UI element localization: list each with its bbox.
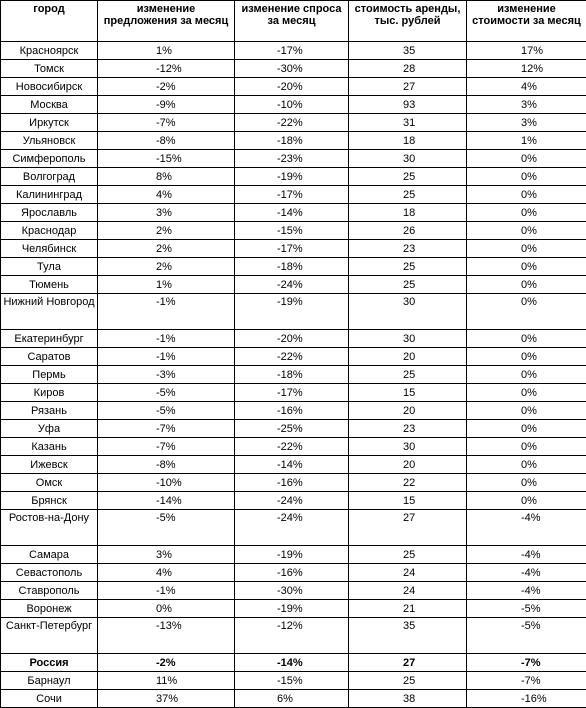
table-row [1,510,586,546]
cell-demand-change: -16% [235,474,349,492]
cell-supply-change: -12% [98,60,235,78]
table-header [1,1,586,42]
cell-city: Саратов [1,348,98,366]
header-row [1,1,586,42]
cell-city: Ярославль [1,204,98,222]
cell-rent-cost: 25 [349,366,467,384]
cell-supply-change: -5% [98,510,235,546]
table-row [1,60,586,78]
cell-supply-change: -14% [98,492,235,510]
table-row [1,654,586,672]
cell-rent-cost: 18 [349,132,467,150]
cell-supply-change: 1% [98,276,235,294]
cell-supply-change: 37% [98,690,235,708]
cell-rent-cost: 30 [349,150,467,168]
cell-demand-change: -18% [235,366,349,384]
cell-cost-change: 3% [467,114,586,132]
table-row [1,96,586,114]
cell-demand-change: -19% [235,294,349,330]
cell-demand-change: -24% [235,510,349,546]
cell-supply-change: -5% [98,384,235,402]
cell-demand-change: -19% [235,168,349,186]
table-row [1,690,586,708]
cell-rent-cost: 38 [349,690,467,708]
cell-city: Челябинск [1,240,98,258]
cell-cost-change: 0% [467,492,586,510]
cell-supply-change: 3% [98,546,235,564]
cell-cost-change: -4% [467,546,586,564]
cell-rent-cost: 23 [349,420,467,438]
cell-supply-change: -2% [98,654,235,672]
cell-rent-cost: 25 [349,546,467,564]
cell-rent-cost: 15 [349,384,467,402]
cell-cost-change: -4% [467,564,586,582]
cell-cost-change: 0% [467,294,586,330]
cell-city: Тюмень [1,276,98,294]
cell-cost-change: -7% [467,672,586,690]
table-row [1,330,586,348]
cell-city: Воронеж [1,600,98,618]
cell-supply-change: 2% [98,222,235,240]
cell-cost-change: 0% [467,474,586,492]
cell-city: Волгоград [1,168,98,186]
cell-demand-change: -16% [235,564,349,582]
cell-supply-change: 2% [98,240,235,258]
cell-cost-change: 0% [467,258,586,276]
cell-city: Тула [1,258,98,276]
cell-rent-cost: 30 [349,330,467,348]
cell-city: Иркутск [1,114,98,132]
cell-demand-change: -17% [235,240,349,258]
cell-demand-change: -15% [235,672,349,690]
cell-rent-cost: 30 [349,438,467,456]
cell-demand-change: -16% [235,402,349,420]
cell-rent-cost: 23 [349,240,467,258]
cell-demand-change: -14% [235,204,349,222]
cell-demand-change: -22% [235,438,349,456]
cell-supply-change: 0% [98,600,235,618]
cell-demand-change: -15% [235,222,349,240]
cell-supply-change: 11% [98,672,235,690]
cell-supply-change: -10% [98,474,235,492]
cell-supply-change: 8% [98,168,235,186]
table-row [1,240,586,258]
table-row [1,402,586,420]
cell-cost-change: 0% [467,204,586,222]
cell-rent-cost: 25 [349,258,467,276]
cell-cost-change: -5% [467,600,586,618]
cell-city: Рязань [1,402,98,420]
cell-rent-cost: 25 [349,672,467,690]
cell-cost-change: 0% [467,330,586,348]
cell-demand-change: -19% [235,600,349,618]
cell-rent-cost: 15 [349,492,467,510]
table-row [1,366,586,384]
cell-supply-change: -9% [98,96,235,114]
cell-rent-cost: 25 [349,186,467,204]
cell-cost-change: 0% [467,366,586,384]
cell-cost-change: 0% [467,438,586,456]
cell-rent-cost: 27 [349,510,467,546]
cell-cost-change: 0% [467,276,586,294]
cell-city: Калининград [1,186,98,204]
header-rent-cost: стоимость аренды, тыс. рублей [349,1,467,42]
cell-demand-change: -20% [235,330,349,348]
table-row [1,420,586,438]
cell-cost-change: 0% [467,348,586,366]
cell-demand-change: -17% [235,384,349,402]
cell-city: Санкт-Петербург [1,618,98,654]
table-row [1,600,586,618]
cell-city: Краснодар [1,222,98,240]
cell-city: Красноярск [1,42,98,60]
table-row [1,78,586,96]
cell-demand-change: -18% [235,258,349,276]
cell-demand-change: -24% [235,276,349,294]
cell-cost-change: -16% [467,690,586,708]
cell-rent-cost: 35 [349,618,467,654]
cell-supply-change: 4% [98,186,235,204]
cell-cost-change: 0% [467,420,586,438]
table-row [1,204,586,222]
table-row [1,222,586,240]
cell-supply-change: -5% [98,402,235,420]
cell-rent-cost: 24 [349,582,467,600]
cell-city: Москва [1,96,98,114]
cell-city: Самара [1,546,98,564]
cell-rent-cost: 35 [349,42,467,60]
cell-demand-change: -20% [235,78,349,96]
cell-demand-change: -23% [235,150,349,168]
cell-supply-change: 1% [98,42,235,60]
cell-supply-change: -15% [98,150,235,168]
cell-supply-change: 4% [98,564,235,582]
cell-demand-change: -18% [235,132,349,150]
cell-cost-change: 4% [467,78,586,96]
cell-cost-change: 1% [467,132,586,150]
cell-city: Омск [1,474,98,492]
cell-city: Казань [1,438,98,456]
header-city: город [1,1,98,42]
cell-rent-cost: 18 [349,204,467,222]
cell-supply-change: -2% [98,78,235,96]
cell-city: Ставрополь [1,582,98,600]
cell-demand-change: -22% [235,348,349,366]
cell-supply-change: -8% [98,456,235,474]
cell-supply-change: -3% [98,366,235,384]
cell-demand-change: -25% [235,420,349,438]
table-row [1,672,586,690]
cell-rent-cost: 31 [349,114,467,132]
cell-cost-change: 0% [467,240,586,258]
cell-rent-cost: 25 [349,168,467,186]
cell-city: Симферополь [1,150,98,168]
cell-supply-change: 2% [98,258,235,276]
header-supply-change: изменение предложения за месяц [98,1,235,42]
cell-demand-change: -17% [235,186,349,204]
cell-city: Севастополь [1,564,98,582]
table-row [1,132,586,150]
table-row [1,474,586,492]
cell-cost-change: 17% [467,42,586,60]
cell-city: Томск [1,60,98,78]
cell-rent-cost: 21 [349,600,467,618]
table-row [1,618,586,654]
cell-city: Уфа [1,420,98,438]
cell-rent-cost: 28 [349,60,467,78]
cell-city: Нижний Новгород [1,294,98,330]
cell-cost-change: 0% [467,150,586,168]
cell-cost-change: 0% [467,456,586,474]
cell-cost-change: 0% [467,384,586,402]
cell-rent-cost: 25 [349,276,467,294]
cell-city: Ростов-на-Дону [1,510,98,546]
cell-demand-change: -10% [235,96,349,114]
cell-cost-change: -4% [467,510,586,546]
cell-cost-change: 0% [467,222,586,240]
cell-demand-change: -19% [235,546,349,564]
cell-rent-cost: 24 [349,564,467,582]
cell-city: Пермь [1,366,98,384]
table-row [1,492,586,510]
table-row [1,168,586,186]
cell-rent-cost: 93 [349,96,467,114]
cell-supply-change: -1% [98,294,235,330]
cell-supply-change: -1% [98,348,235,366]
cell-demand-change: -12% [235,618,349,654]
cell-rent-cost: 20 [349,402,467,420]
table-row [1,114,586,132]
cell-city: Новосибирск [1,78,98,96]
cell-cost-change: -7% [467,654,586,672]
cell-demand-change: 6% [235,690,349,708]
table-row [1,564,586,582]
cell-supply-change: -1% [98,330,235,348]
cell-supply-change: -8% [98,132,235,150]
cell-demand-change: -30% [235,582,349,600]
cell-city: Екатеринбург [1,330,98,348]
cell-rent-cost: 27 [349,78,467,96]
header-cost-change: изменение стоимости за месяц [467,1,586,42]
cell-rent-cost: 20 [349,348,467,366]
cell-cost-change: 3% [467,96,586,114]
cell-demand-change: -17% [235,42,349,60]
cell-cost-change: 12% [467,60,586,78]
cell-supply-change: -13% [98,618,235,654]
table-row [1,546,586,564]
cell-city: Сочи [1,690,98,708]
cell-supply-change: -1% [98,582,235,600]
header-demand-change: изменение спроса за месяц [235,1,349,42]
table-row [1,348,586,366]
cell-rent-cost: 20 [349,456,467,474]
table-row [1,150,586,168]
cell-cost-change: -5% [467,618,586,654]
cell-cost-change: -4% [467,582,586,600]
cell-supply-change: -7% [98,438,235,456]
table-row [1,294,586,330]
table-row [1,456,586,474]
cell-city: Киров [1,384,98,402]
cell-supply-change: -7% [98,420,235,438]
cell-cost-change: 0% [467,402,586,420]
table-row [1,258,586,276]
cell-city: Ульяновск [1,132,98,150]
cell-demand-change: -24% [235,492,349,510]
table-body [1,42,586,708]
table-row [1,276,586,294]
cell-city: Барнаул [1,672,98,690]
cell-supply-change: -7% [98,114,235,132]
cell-rent-cost: 26 [349,222,467,240]
cell-rent-cost: 27 [349,654,467,672]
cell-demand-change: -14% [235,654,349,672]
cell-cost-change: 0% [467,168,586,186]
table-row [1,186,586,204]
cell-rent-cost: 30 [349,294,467,330]
table-row [1,438,586,456]
cell-city: Россия [1,654,98,672]
table-row [1,42,586,60]
cell-demand-change: -22% [235,114,349,132]
cell-city: Брянск [1,492,98,510]
cell-cost-change: 0% [467,186,586,204]
table-row [1,384,586,402]
table-row [1,582,586,600]
cell-rent-cost: 22 [349,474,467,492]
cell-demand-change: -14% [235,456,349,474]
cell-supply-change: 3% [98,204,235,222]
cell-city: Ижевск [1,456,98,474]
cell-demand-change: -30% [235,60,349,78]
